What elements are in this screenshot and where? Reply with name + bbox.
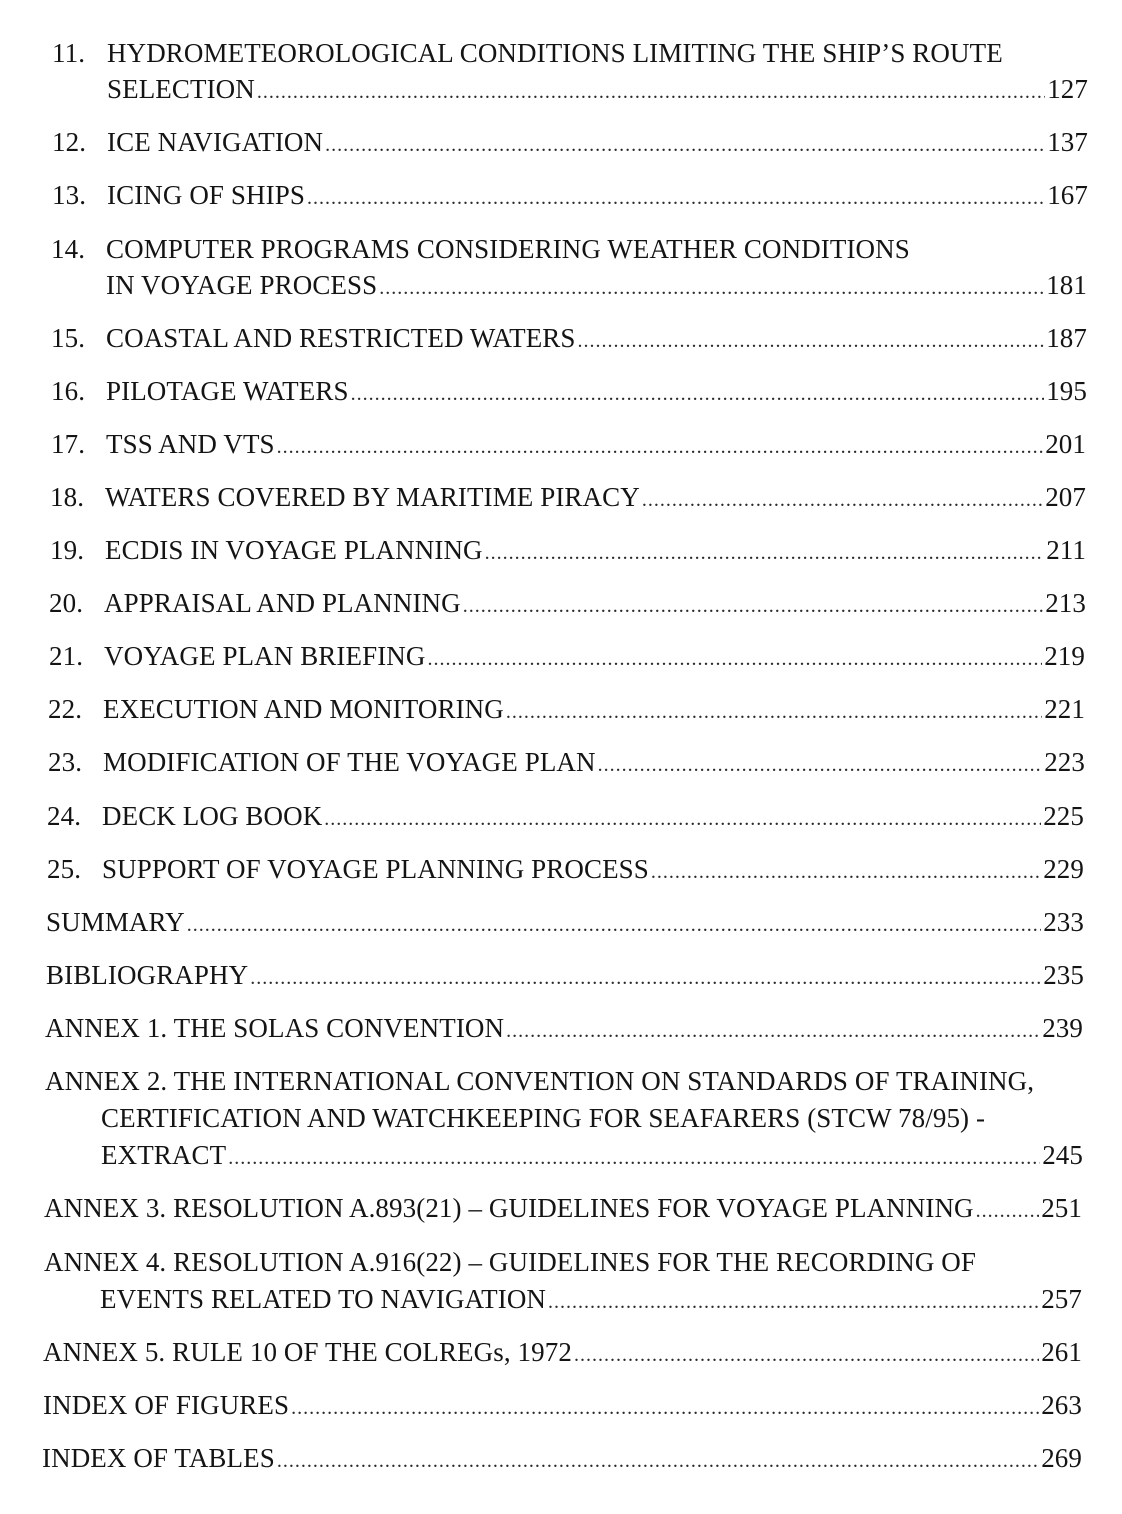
toc-entry-page: 211: [1046, 535, 1086, 565]
toc-entry-last-line: [103, 691, 1085, 727]
toc-entry-title-line: EVENTS RELATED TO NAVIGATION: [100, 1284, 547, 1314]
toc-entry-page: 261: [1041, 1337, 1082, 1367]
dot-leader: [250, 960, 1041, 996]
toc-entry-page: 223: [1044, 747, 1085, 777]
toc-entry-title-line: ECDIS IN VOYAGE PLANNING: [105, 535, 483, 565]
toc-entry-last-line: [46, 904, 1084, 940]
toc-entry-title-line: COASTAL AND RESTRICTED WATERS: [106, 323, 576, 353]
toc-entry-number: 22.: [48, 694, 83, 724]
dot-leader: [257, 74, 1045, 110]
toc-entry-title-line: EXECUTION AND MONITORING: [103, 694, 504, 724]
toc-entry-title-line: EXTRACT: [101, 1140, 227, 1170]
toc-entry-number: 12.: [52, 127, 87, 157]
toc-entry-number: 16.: [51, 376, 86, 406]
toc-entry-last-line: [107, 177, 1088, 213]
toc-entry-title-line: ANNEX 5. RULE 10 OF THE COLREGs, 1972: [43, 1337, 572, 1367]
toc-entry-title-line: IN VOYAGE PROCESS: [106, 270, 378, 300]
toc-entry-last-line: [45, 1010, 1083, 1046]
dot-leader: [506, 694, 1042, 730]
toc-entry-last-line: [100, 1281, 1082, 1317]
toc-entry-page: 137: [1047, 127, 1088, 157]
toc-entry-last-line: [101, 1137, 1083, 1173]
toc-entry-last-line: [104, 638, 1085, 674]
toc-entry-number: 17.: [51, 429, 86, 459]
dot-leader: [277, 1443, 1039, 1479]
toc-entry-number: 24.: [47, 801, 82, 831]
toc-entry-title-line: BIBLIOGRAPHY: [46, 960, 249, 990]
toc-entry-number: 11.: [52, 38, 86, 68]
dot-leader: [574, 1337, 1039, 1373]
toc-entry-page: 245: [1042, 1140, 1083, 1170]
toc-entry-number: 23.: [48, 747, 83, 777]
toc-entry-title-line: TSS AND VTS: [106, 429, 275, 459]
dot-leader: [307, 180, 1045, 216]
toc-entry-page: 219: [1044, 641, 1085, 671]
toc-entry-last-line: [102, 798, 1084, 834]
toc-entry-title-line: ANNEX 3. RESOLUTION A.893(21) – GUIDELINES FOR VOYAGE PLANNING: [44, 1193, 974, 1223]
toc-entry-title-line: ANNEX 4. RESOLUTION A.916(22) – GUIDELINES FOR THE RECORDING OF: [44, 1247, 977, 1277]
dot-leader: [578, 323, 1045, 359]
toc-entry-last-line: [43, 1334, 1082, 1370]
dot-leader: [277, 429, 1044, 465]
toc-entry-last-line: [106, 426, 1086, 462]
toc-entry-last-line: [44, 1190, 1082, 1226]
toc-entry-title-line: ICE NAVIGATION: [107, 127, 324, 157]
toc-entry-last-line: [102, 851, 1084, 887]
toc-entry-last-line: [106, 373, 1087, 409]
toc-entry-page: 229: [1043, 854, 1084, 884]
toc-entry-title-line: DECK LOG BOOK: [102, 801, 323, 831]
dot-leader: [642, 482, 1043, 518]
toc-entry-number: 13.: [52, 180, 87, 210]
toc-entry-title-line: INDEX OF FIGURES: [43, 1390, 290, 1420]
toc-entry-page: 233: [1043, 907, 1084, 937]
toc-entry-title-line: ICING OF SHIPS: [107, 180, 305, 210]
toc-entry-last-line: [107, 124, 1088, 160]
toc-entry-title-line: COMPUTER PROGRAMS CONSIDERING WEATHER CONDITIONS: [106, 234, 910, 264]
toc-entry-page: 187: [1046, 323, 1087, 353]
dot-leader: [351, 376, 1045, 412]
toc-entry-last-line: [46, 957, 1084, 993]
toc-entry-last-line: [107, 71, 1088, 107]
toc-entry-title-line: WATERS COVERED BY MARITIME PIRACY: [105, 482, 640, 512]
toc-entry-number: 25.: [47, 854, 82, 884]
toc-entry-last-line: [105, 479, 1086, 515]
toc-entry-page: 239: [1042, 1013, 1083, 1043]
toc-entry-title-line: ANNEX 2. THE INTERNATIONAL CONVENTION ON STANDARDS OF TRAINING,: [45, 1066, 1035, 1096]
toc-entry-title-line: APPRAISAL AND PLANNING: [104, 588, 461, 618]
toc-entry-page: 221: [1044, 694, 1085, 724]
toc-entry-number: 15.: [51, 323, 86, 353]
toc-entry-last-line: [42, 1440, 1082, 1476]
toc-entry-last-line: [105, 532, 1086, 568]
dot-leader: [379, 270, 1044, 306]
toc-entry-page: 263: [1041, 1390, 1082, 1420]
toc-entry-last-line: [104, 585, 1086, 621]
toc-entry-page: 269: [1041, 1443, 1082, 1473]
toc-entry-title-line: SELECTION: [107, 74, 255, 104]
toc-entry-title-line: MODIFICATION OF THE VOYAGE PLAN: [103, 747, 596, 777]
toc-entry-page: 167: [1047, 180, 1088, 210]
dot-leader: [506, 1013, 1040, 1049]
toc-entry-title-line: SUPPORT OF VOYAGE PLANNING PROCESS: [102, 854, 649, 884]
toc-entry-title-line: VOYAGE PLAN BRIEFING: [104, 641, 426, 671]
toc-entry-page: 213: [1045, 588, 1086, 618]
toc-entry-number: 18.: [50, 482, 85, 512]
toc-entry-title-line: SUMMARY: [46, 907, 185, 937]
toc-entry-number: 21.: [49, 641, 84, 671]
toc-entry-number: 20.: [49, 588, 84, 618]
toc-entry-last-line: [43, 1387, 1082, 1423]
dot-leader: [651, 854, 1041, 890]
dot-leader: [325, 127, 1045, 163]
toc-entry-page: 207: [1045, 482, 1086, 512]
toc-entry-number: 14.: [51, 234, 86, 264]
toc-entry-page: 127: [1047, 74, 1088, 104]
toc-entry-number: 19.: [50, 535, 85, 565]
dot-leader: [187, 907, 1041, 943]
dot-leader: [463, 588, 1043, 624]
toc-entry-title-line: ANNEX 1. THE SOLAS CONVENTION: [45, 1013, 505, 1043]
toc-entry-page: 225: [1043, 801, 1084, 831]
dot-leader: [485, 535, 1045, 571]
toc-entry-last-line: [106, 320, 1087, 356]
toc-entry-page: 257: [1041, 1284, 1082, 1314]
toc-entry-page: 201: [1045, 429, 1086, 459]
dot-leader: [976, 1193, 1040, 1229]
toc-entry-page: 251: [1041, 1193, 1082, 1223]
toc-entry-page: 181: [1046, 270, 1087, 300]
toc-entry-page: 195: [1046, 376, 1087, 406]
toc-entry-title-line: HYDROMETEOROLOGICAL CONDITIONS LIMITING THE SHIP’S ROUTE: [107, 38, 1003, 68]
toc-entry-last-line: [106, 267, 1087, 303]
dot-leader: [228, 1140, 1040, 1176]
toc-entry-last-line: [103, 744, 1085, 780]
dot-leader: [428, 641, 1043, 677]
dot-leader: [291, 1390, 1039, 1426]
toc-entry-title-line: CERTIFICATION AND WATCHKEEPING FOR SEAFARERS (STCW 78/95) -: [101, 1103, 986, 1133]
dot-leader: [324, 801, 1041, 837]
toc-entry-title-line: PILOTAGE WATERS: [106, 376, 349, 406]
toc-entry-page: 235: [1043, 960, 1084, 990]
toc-entry-title-line: INDEX OF TABLES: [42, 1443, 275, 1473]
dot-leader: [548, 1284, 1039, 1320]
dot-leader: [598, 747, 1043, 783]
